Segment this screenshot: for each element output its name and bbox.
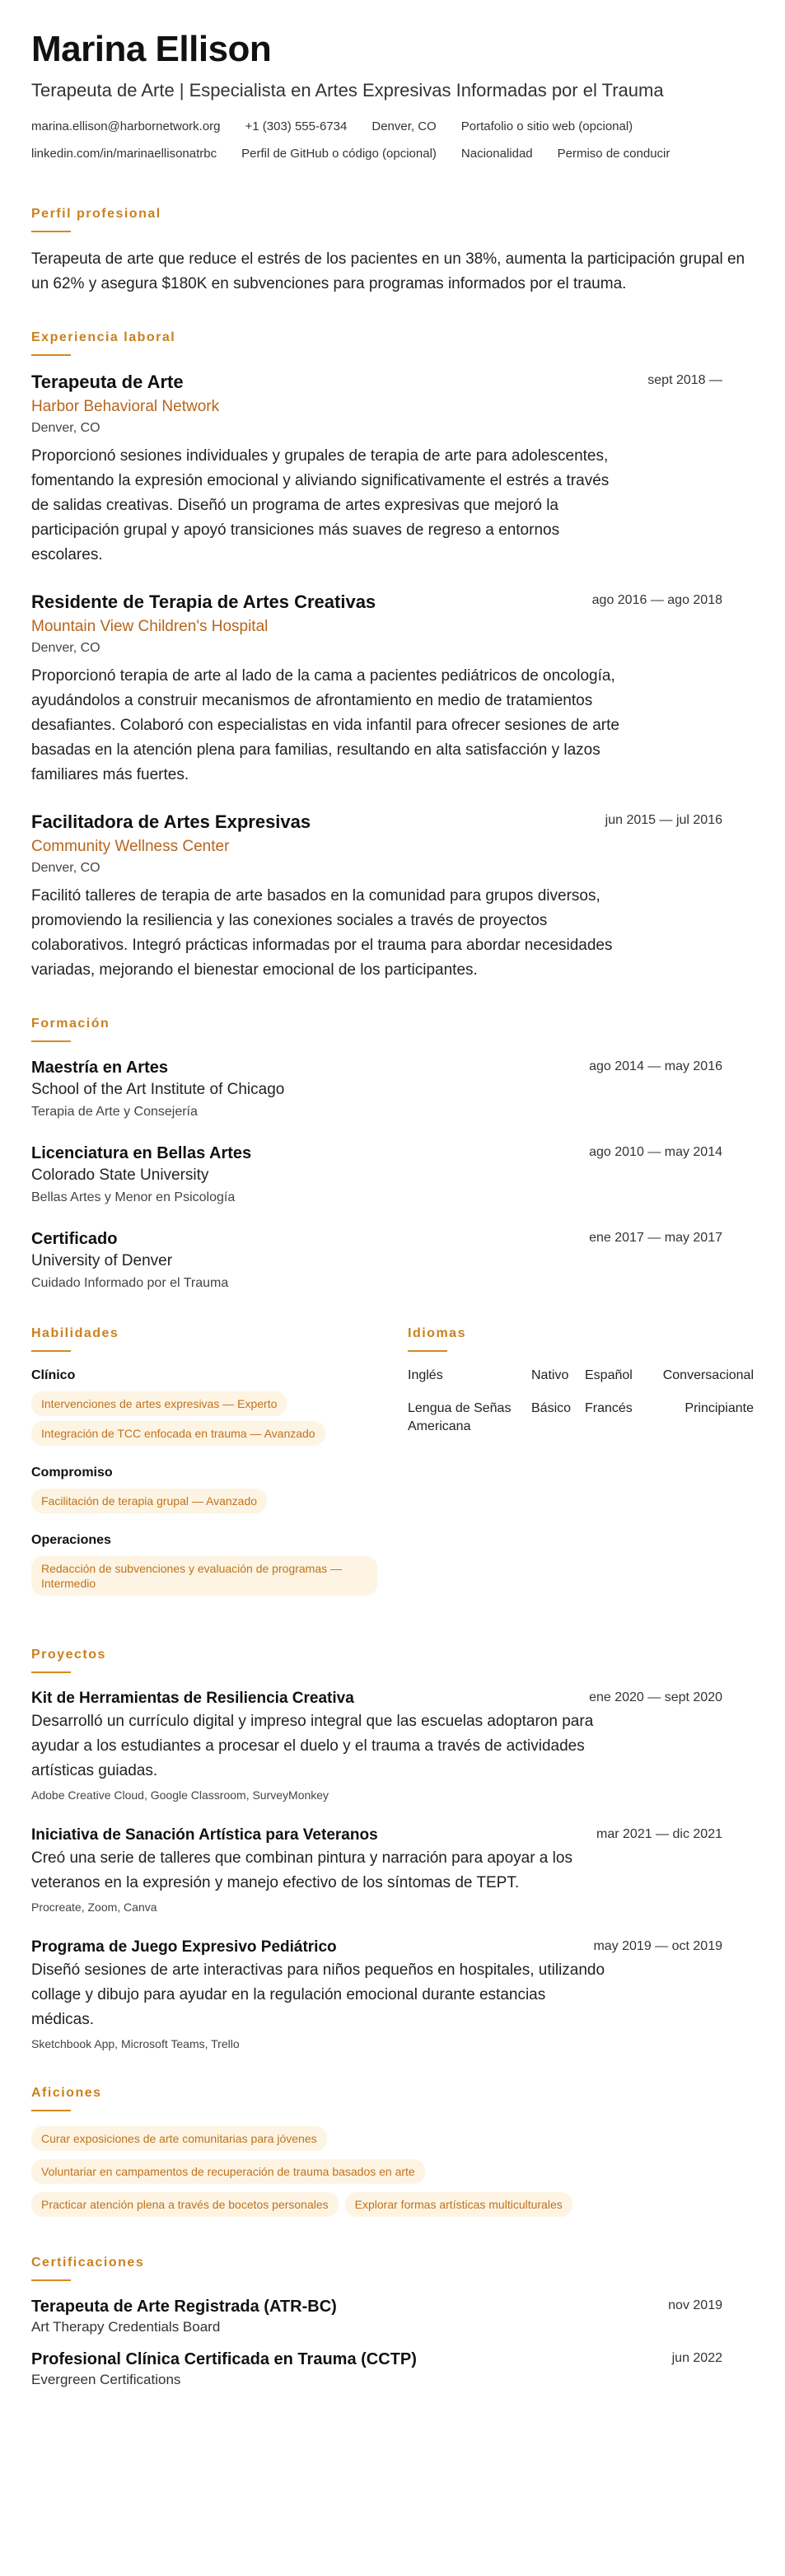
- skill-chip-list: [31, 1391, 377, 1451]
- project-title: Iniciativa de Sanación Artística para Veteranos: [31, 1826, 378, 1844]
- section-divider: [31, 2279, 71, 2281]
- skill-category: Operaciones: [31, 1533, 111, 1547]
- certification-date: nov 2019: [668, 2298, 722, 2312]
- language-row: [408, 1400, 754, 1436]
- education-school: School of the Art Institute of Chicago: [31, 1081, 285, 1098]
- project-date: ene 2020 — sept 2020: [589, 1690, 722, 1704]
- job-entry: [31, 591, 754, 788]
- resume-header: [31, 28, 754, 173]
- job-description: Proporcionó sesiones individuales y grupales de terapia de arte para adolescentes, fomentando la expresión emocional y aliviando significativamente el estrés a través de salidas creativas. Diseñó un programa de artes expresivas que mejoró la participación grupal y apoyó transiciones más suaves de regreso a entornos escolares.: [31, 447, 610, 563]
- education-entry: [31, 1143, 754, 1207]
- projects-section: [31, 1647, 754, 2052]
- job-entry: [31, 371, 754, 568]
- job-entry: [31, 811, 754, 983]
- project-description: Desarrolló un currículo digital y impreso integral que las escuelas adoptaron para ayudar a los estudiantes a procesar el duelo y el trauma a través de actividades artísticas guiadas.: [31, 1713, 594, 1779]
- job-organization: Community Wellness Center: [31, 838, 230, 855]
- language-name: Lengua de Señas Americana: [408, 1401, 512, 1433]
- hobby-chip: Practicar atención plena a través de bocetos personales: [31, 2192, 339, 2217]
- project-description: Creó una serie de talleres que combinan pintura y narración para apoyar a los veteranos en la expresión y manejo efectivo de los síntomas de TEPT.: [31, 1849, 572, 1891]
- language-name: Español: [585, 1368, 633, 1382]
- education-school: Colorado State University: [31, 1166, 209, 1184]
- project-description: Diseñó sesiones de arte interactivas para niños pequeños en hospitales, utilizando collage y dibujo para ayudar en la regulación emocional durante estancias médicas.: [31, 1961, 605, 2028]
- hobby-chip: Voluntariar en campamentos de recuperación de trauma basados en arte: [31, 2159, 425, 2184]
- language-row: [408, 1367, 754, 1385]
- skills-languages-row: [31, 1325, 754, 1614]
- certification-name: Profesional Clínica Certificada en Trauma (CCTP): [31, 2350, 417, 2368]
- education-field: Bellas Artes y Menor en Psicología: [31, 1190, 236, 1204]
- project-date: mar 2021 — dic 2021: [596, 1827, 722, 1841]
- skill-chip: Intervenciones de artes expresivas — Experto: [31, 1391, 287, 1416]
- summary-section: [31, 206, 754, 297]
- job-organization: Mountain View Children's Hospital: [31, 618, 269, 635]
- education-degree: Licenciatura en Bellas Artes: [31, 1144, 252, 1162]
- section-divider: [408, 1350, 447, 1352]
- job-organization: Harbor Behavioral Network: [31, 398, 220, 415]
- section-divider: [31, 1350, 71, 1352]
- section-title: Habilidades: [31, 1326, 119, 1340]
- hobbies-section: [31, 2085, 754, 2222]
- job-title: Terapeuta de Arte: [31, 372, 184, 392]
- hobby-chip: Curar exposiciones de arte comunitarias para jóvenes: [31, 2126, 327, 2151]
- certification-issuer: Art Therapy Credentials Board: [31, 2319, 221, 2335]
- contact-phone[interactable]: +1 (303) 555-6734: [245, 119, 348, 133]
- candidate-headline: Terapeuta de Arte | Especialista en Artes Expresivas Informadas por el Trauma: [31, 80, 664, 101]
- contact-location: Denver, CO: [371, 119, 437, 133]
- job-date: jun 2015 — jul 2016: [605, 813, 722, 827]
- skill-category: Clínico: [31, 1368, 76, 1382]
- education-date: ago 2010 — may 2014: [589, 1145, 722, 1159]
- section-title: Formación: [31, 1017, 110, 1031]
- job-location: Denver, CO: [31, 641, 100, 655]
- education-field: Terapia de Arte y Consejería: [31, 1105, 198, 1119]
- contact-linkedin[interactable]: linkedin.com/in/marinaellisonatrbc: [31, 147, 217, 161]
- language-level: Nativo: [531, 1368, 569, 1382]
- job-date: ago 2016 — ago 2018: [591, 593, 722, 607]
- job-title: Facilitadora de Artes Expresivas: [31, 811, 311, 832]
- contact-nationality: Nacionalidad: [460, 147, 533, 161]
- project-title: Programa de Juego Expresivo Pediátrico: [31, 1938, 337, 1956]
- education-section: [31, 1016, 754, 1293]
- language-name: Inglés: [408, 1368, 443, 1382]
- section-divider: [31, 1671, 71, 1673]
- job-location: Denver, CO: [31, 861, 100, 875]
- skill-category: Compromiso: [31, 1466, 113, 1480]
- education-degree: Maestría en Artes: [31, 1059, 168, 1077]
- certification-entry: [31, 2296, 754, 2337]
- project-tools: Sketchbook App, Microsoft Teams, Trello: [31, 2037, 240, 2050]
- hobby-chip: Explorar formas artísticas multiculturales: [345, 2192, 572, 2217]
- education-degree: Certificado: [31, 1230, 118, 1248]
- section-title: Aficiones: [31, 2086, 102, 2100]
- education-date: ene 2017 — may 2017: [589, 1231, 722, 1245]
- certification-name: Terapeuta de Arte Registrada (ATR-BC): [31, 2298, 337, 2316]
- contact-portfolio[interactable]: Portafolio o sitio web (opcional): [460, 119, 633, 133]
- skill-group: [31, 1464, 408, 1518]
- languages-section: [408, 1325, 754, 1614]
- skills-section: [31, 1325, 408, 1614]
- project-tools: Procreate, Zoom, Canva: [31, 1900, 157, 1914]
- summary-text: Terapeuta de arte que reduce el estrés de los pacientes en un 38%, aumenta la participación grupal en un 62% y asegura $180K en subvenciones para programas informados por el trauma.: [31, 250, 745, 292]
- project-title: Kit de Herramientas de Resiliencia Creativa: [31, 1690, 354, 1707]
- section-title: Experiencia laboral: [31, 330, 176, 344]
- skill-chip: Redacción de subvenciones y evaluación de programas — Intermedio: [31, 1556, 377, 1596]
- education-date: ago 2014 — may 2016: [589, 1059, 722, 1073]
- section-divider: [31, 354, 71, 356]
- job-date: sept 2018 —: [647, 373, 722, 387]
- contact-driving-license: Permiso de conducir: [557, 147, 671, 161]
- section-title: Idiomas: [408, 1326, 466, 1340]
- job-location: Denver, CO: [31, 421, 100, 435]
- certification-issuer: Evergreen Certifications: [31, 2372, 181, 2387]
- section-divider: [31, 231, 71, 232]
- project-tools: Adobe Creative Cloud, Google Classroom, SurveyMonkey: [31, 1788, 329, 1802]
- certification-date: jun 2022: [671, 2351, 722, 2365]
- education-school: University of Denver: [31, 1252, 173, 1269]
- education-field: Cuidado Informado por el Trauma: [31, 1276, 229, 1290]
- language-level: Básico: [531, 1401, 572, 1415]
- project-entry: [31, 1825, 754, 1915]
- contact-email[interactable]: marina.ellison@harbornetwork.org: [31, 119, 221, 133]
- section-title: Proyectos: [31, 1648, 106, 1662]
- hobby-chip-list: [31, 2126, 754, 2222]
- contact-list: [31, 119, 754, 173]
- job-description: Proporcionó terapia de arte al lado de la cama a pacientes pediátricos de oncología, ayudándolos a construir mecanismos de afrontamiento en medio de tratamientos desafiantes. Colaboró con especialistas en vida infantil para ofrecer sesiones de arte basadas en la atención plena para familias, resultando en alta satisfacción y lazos familiares más fuertes.: [31, 667, 619, 783]
- contact-github[interactable]: Perfil de GitHub o código (opcional): [241, 147, 437, 161]
- language-name: Francés: [585, 1401, 633, 1415]
- section-divider: [31, 2110, 71, 2111]
- section-title: Certificaciones: [31, 2256, 145, 2270]
- skill-chip: Facilitación de terapia grupal — Avanzado: [31, 1489, 267, 1513]
- project-date: may 2019 — oct 2019: [593, 1939, 722, 1953]
- project-entry: [31, 1937, 754, 2052]
- job-title: Residente de Terapia de Artes Creativas: [31, 591, 376, 612]
- section-title: Perfil profesional: [31, 207, 161, 221]
- skill-chip-list: [31, 1556, 377, 1601]
- language-level: Principiante: [685, 1401, 754, 1415]
- experience-section: [31, 330, 754, 983]
- skill-group: [31, 1367, 408, 1451]
- skill-group: [31, 1531, 408, 1601]
- section-divider: [31, 1040, 71, 1042]
- candidate-name: Marina Ellison: [31, 29, 272, 69]
- project-entry: [31, 1688, 754, 1803]
- skill-chip-list: [31, 1489, 377, 1518]
- job-description: Facilitó talleres de terapia de arte basados en la comunidad para grupos diversos, promoviendo la resiliencia y las conexiones sociales a través de proyectos colaborativos. Integró prácticas informadas por el trauma para abordar necesidades variadas, mejorando el bienestar emocional de los participantes.: [31, 887, 613, 979]
- certification-entry: [31, 2349, 754, 2390]
- skill-chip: Integración de TCC enfocada en trauma — Avanzado: [31, 1421, 325, 1446]
- education-entry: [31, 1057, 754, 1121]
- language-level: Conversacional: [662, 1368, 754, 1382]
- certifications-section: [31, 2255, 754, 2390]
- education-entry: [31, 1228, 754, 1293]
